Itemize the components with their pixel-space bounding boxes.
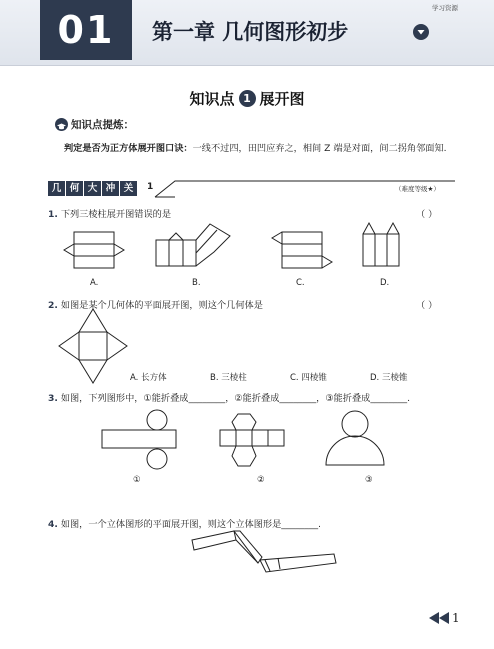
tips-bold-text: 判定是否为正方体展开图口诀： [64, 143, 193, 154]
q1-option-c[interactable]: C. [296, 278, 305, 288]
question-3 [48, 390, 410, 404]
tips-body-text: 一线不过四，田凹应弃之，相间 Z 端是对面，间二拐角邻面知. [192, 143, 447, 154]
q3-figure-3 [325, 410, 385, 468]
q4-figure-net [190, 530, 340, 580]
q3-label-1: ① [133, 475, 141, 485]
tips-label: 知识点提炼： [71, 119, 134, 131]
q2-answer-paren[interactable]: （ ） [416, 300, 438, 311]
chapter-number: 01 [40, 0, 132, 60]
q3-label-2: ② [257, 475, 265, 485]
q1-answer-paren[interactable]: （ ） [416, 209, 438, 220]
q1-figure-b [150, 220, 235, 272]
q1-number: 1. [48, 209, 58, 220]
q3-figure-2 [218, 410, 286, 474]
q1-option-d[interactable]: D. [380, 278, 390, 288]
chapter-title: 第一章 几何图形初步 [152, 19, 349, 44]
tips-body [64, 139, 454, 159]
q1-text: 下列三棱柱展开图错误的是 [60, 209, 172, 220]
kp-title-text: 展开图 [259, 90, 305, 108]
q2-option-b[interactable]: B. 三棱柱 [210, 373, 247, 383]
section-char: 关 [120, 181, 137, 196]
kp-prefix: 知识点 [189, 90, 235, 108]
q1-option-a[interactable]: A. [90, 278, 99, 288]
q1-figure-a [62, 232, 128, 272]
q1-figure-c [270, 232, 336, 272]
q4-text: 如图，一个立体图形的平面展开图，则这个立体图形是________. [60, 519, 321, 530]
q2-figure-net [58, 308, 128, 384]
section-number: 1 [147, 182, 154, 192]
section-char: 何 [66, 181, 83, 196]
q3-figure-1 [100, 410, 180, 470]
chevron-down-icon[interactable] [413, 24, 429, 40]
q1-figure-d [360, 220, 406, 272]
q3-label-3: ③ [365, 475, 373, 485]
page-number: 1 [452, 611, 460, 625]
q1-option-b[interactable]: B. [192, 278, 201, 288]
double-arrow-left-icon [428, 611, 450, 625]
section-char: 大 [84, 181, 101, 196]
q3-text: 如图，下列图形中，①能折叠成________，②能折叠成________，③能折叠成________. [60, 393, 411, 404]
q2-number: 2. [48, 300, 58, 311]
kp-number-badge: 1 [239, 90, 256, 107]
section-char: 几 [48, 181, 65, 196]
section-title-bar [48, 181, 138, 196]
q4-number: 4. [48, 519, 58, 530]
study-resource-tag: 学习资源 [432, 4, 458, 12]
q3-number: 3. [48, 393, 58, 404]
knowledge-point-title [0, 88, 494, 109]
graduation-cap-icon [55, 118, 68, 131]
question-1 [48, 206, 171, 220]
question-4 [48, 516, 321, 530]
q2-text: 如图是某个几何体的平面展开图，则这个几何体是 [60, 300, 263, 311]
q2-option-d[interactable]: D. 三棱锥 [370, 373, 408, 383]
q2-option-a[interactable]: A. 长方体 [130, 373, 167, 383]
q2-option-c[interactable]: C. 四棱锥 [290, 373, 327, 383]
section-char: 冲 [102, 181, 119, 196]
difficulty-level: （难度等级★） [395, 185, 440, 193]
